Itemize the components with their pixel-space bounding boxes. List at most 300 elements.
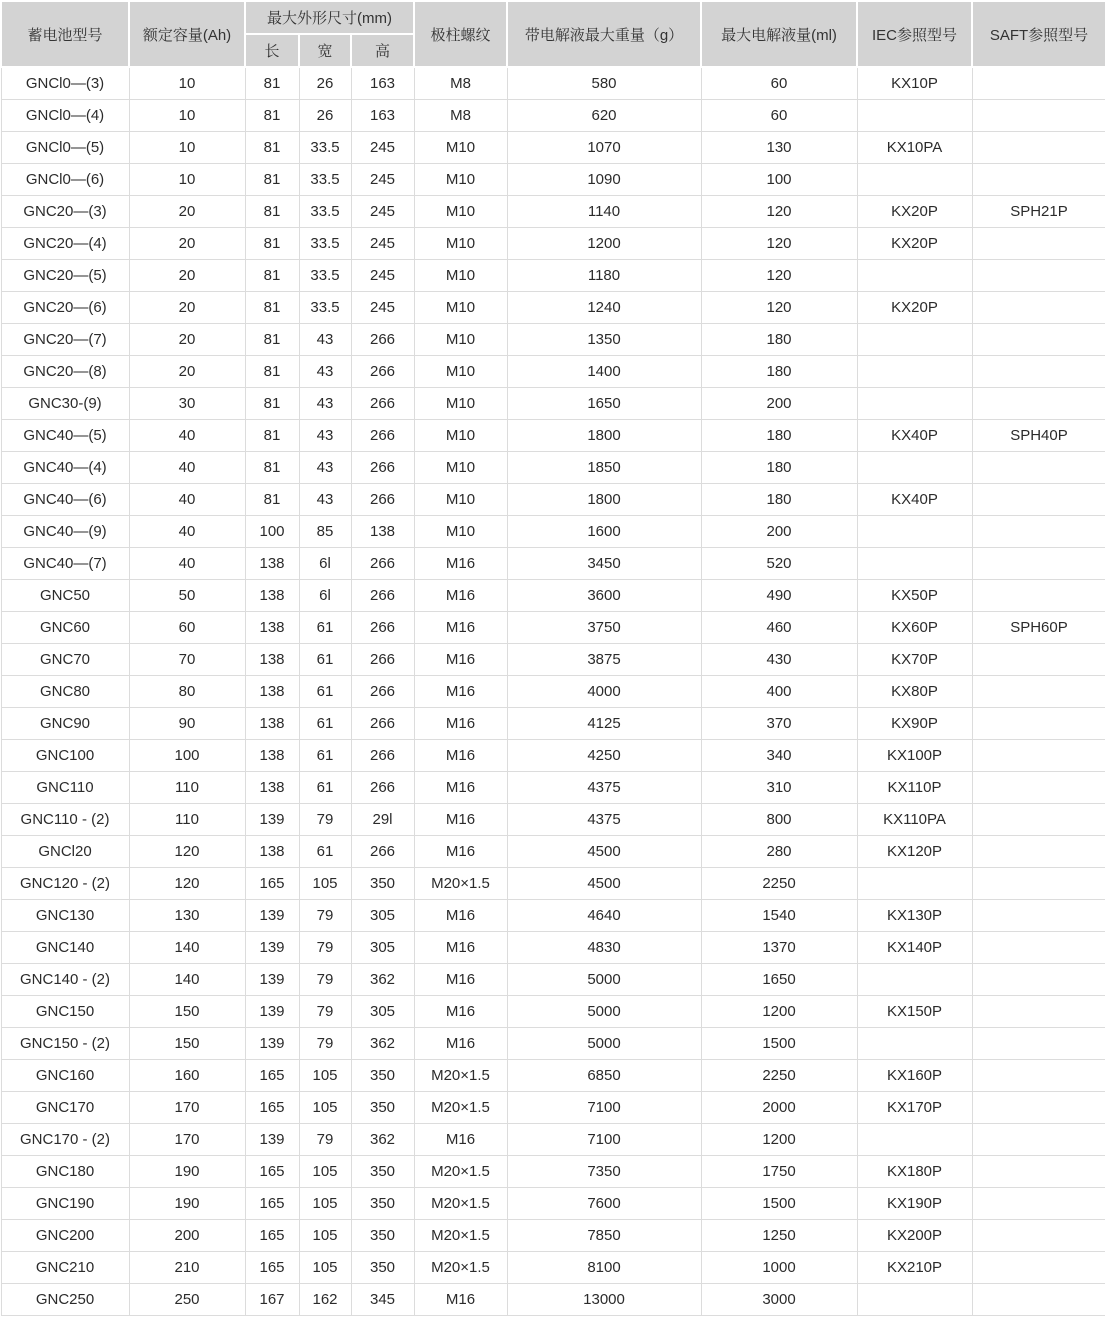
cell-thread: M16 (414, 996, 507, 1028)
cell-dim-height: 266 (351, 644, 414, 676)
cell-iec (857, 964, 972, 996)
cell-thread: M8 (414, 67, 507, 100)
cell-saft (972, 580, 1105, 612)
cell-dim-height: 266 (351, 836, 414, 868)
table-row (1, 900, 1105, 932)
cell-dim-width: 43 (299, 388, 351, 420)
table-row (1, 388, 1105, 420)
cell-model: GNC200 (1, 1220, 129, 1252)
cell-thread: M10 (414, 324, 507, 356)
cell-dim-width: 105 (299, 1092, 351, 1124)
cell-dim-height: 29l (351, 804, 414, 836)
cell-thread: M16 (414, 644, 507, 676)
cell-thread: M16 (414, 1284, 507, 1316)
table-row (1, 452, 1105, 484)
cell-saft: SPH21P (972, 196, 1105, 228)
cell-capacity: 10 (129, 100, 245, 132)
cell-saft (972, 804, 1105, 836)
cell-dim-width: 105 (299, 1060, 351, 1092)
cell-iec (857, 100, 972, 132)
cell-thread: M20×1.5 (414, 868, 507, 900)
cell-dim-height: 362 (351, 964, 414, 996)
table-row (1, 772, 1105, 804)
cell-capacity: 200 (129, 1220, 245, 1252)
cell-electrolyte: 1250 (701, 1220, 857, 1252)
cell-dim-length: 139 (245, 900, 299, 932)
table-row (1, 1028, 1105, 1060)
table-row (1, 164, 1105, 196)
cell-dim-length: 81 (245, 260, 299, 292)
table-row (1, 1284, 1105, 1316)
table-row (1, 100, 1105, 132)
cell-electrolyte: 130 (701, 132, 857, 164)
cell-dim-width: 43 (299, 324, 351, 356)
cell-saft (972, 100, 1105, 132)
cell-capacity: 30 (129, 388, 245, 420)
cell-iec: KX20P (857, 228, 972, 260)
cell-weight: 3450 (507, 548, 701, 580)
cell-model: GNC20—(5) (1, 260, 129, 292)
cell-dim-length: 165 (245, 1156, 299, 1188)
cell-iec (857, 516, 972, 548)
header-dim-height: 高 (351, 34, 414, 67)
cell-dim-width: 162 (299, 1284, 351, 1316)
table-row (1, 836, 1105, 868)
cell-thread: M16 (414, 772, 507, 804)
cell-saft (972, 1220, 1105, 1252)
cell-weight: 5000 (507, 1028, 701, 1060)
cell-saft (972, 548, 1105, 580)
cell-saft (972, 1156, 1105, 1188)
cell-capacity: 120 (129, 836, 245, 868)
cell-dim-length: 165 (245, 1188, 299, 1220)
cell-dim-length: 139 (245, 1124, 299, 1156)
cell-dim-length: 139 (245, 996, 299, 1028)
cell-capacity: 190 (129, 1156, 245, 1188)
cell-capacity: 110 (129, 772, 245, 804)
cell-capacity: 170 (129, 1092, 245, 1124)
cell-dim-length: 81 (245, 484, 299, 516)
cell-weight: 7100 (507, 1092, 701, 1124)
cell-saft (972, 900, 1105, 932)
cell-weight: 4000 (507, 676, 701, 708)
header-capacity: 额定容量(Ah) (129, 1, 245, 67)
cell-dim-height: 266 (351, 420, 414, 452)
cell-capacity: 90 (129, 708, 245, 740)
cell-model: GNC20—(8) (1, 356, 129, 388)
cell-model: GNC180 (1, 1156, 129, 1188)
header-iec: IEC参照型号 (857, 1, 972, 67)
cell-dim-width: 79 (299, 1124, 351, 1156)
cell-dim-length: 138 (245, 676, 299, 708)
cell-thread: M16 (414, 964, 507, 996)
cell-saft (972, 1188, 1105, 1220)
cell-capacity: 20 (129, 196, 245, 228)
cell-capacity: 10 (129, 67, 245, 100)
cell-electrolyte: 120 (701, 228, 857, 260)
cell-dim-height: 245 (351, 228, 414, 260)
cell-model: GNCl0—(6) (1, 164, 129, 196)
cell-thread: M16 (414, 900, 507, 932)
cell-capacity: 10 (129, 132, 245, 164)
cell-saft (972, 516, 1105, 548)
cell-iec: KX150P (857, 996, 972, 1028)
cell-capacity: 250 (129, 1284, 245, 1316)
cell-model: GNC20—(3) (1, 196, 129, 228)
cell-dim-height: 266 (351, 772, 414, 804)
table-row (1, 132, 1105, 164)
cell-iec: KX110PA (857, 804, 972, 836)
cell-thread: M10 (414, 420, 507, 452)
cell-thread: M16 (414, 580, 507, 612)
cell-dim-length: 81 (245, 100, 299, 132)
cell-dim-height: 266 (351, 612, 414, 644)
header-dimensions-group: 最大外形尺寸(mm) (245, 1, 414, 34)
cell-dim-height: 266 (351, 676, 414, 708)
table-row (1, 1220, 1105, 1252)
cell-dim-length: 81 (245, 228, 299, 260)
cell-electrolyte: 1370 (701, 932, 857, 964)
cell-dim-length: 138 (245, 708, 299, 740)
cell-model: GNC40—(6) (1, 484, 129, 516)
cell-weight: 1240 (507, 292, 701, 324)
cell-weight: 1350 (507, 324, 701, 356)
cell-thread: M16 (414, 676, 507, 708)
cell-dim-length: 81 (245, 164, 299, 196)
cell-thread: M20×1.5 (414, 1252, 507, 1284)
cell-dim-width: 43 (299, 484, 351, 516)
cell-saft (972, 1060, 1105, 1092)
cell-dim-length: 81 (245, 67, 299, 100)
cell-capacity: 20 (129, 260, 245, 292)
cell-iec (857, 548, 972, 580)
cell-saft: SPH40P (972, 420, 1105, 452)
cell-dim-width: 61 (299, 676, 351, 708)
cell-thread: M16 (414, 932, 507, 964)
cell-electrolyte: 800 (701, 804, 857, 836)
table-row (1, 1092, 1105, 1124)
table-row (1, 932, 1105, 964)
cell-capacity: 40 (129, 452, 245, 484)
cell-electrolyte: 200 (701, 516, 857, 548)
cell-thread: M10 (414, 164, 507, 196)
cell-dim-height: 362 (351, 1028, 414, 1060)
cell-dim-width: 105 (299, 1220, 351, 1252)
cell-dim-width: 43 (299, 420, 351, 452)
cell-weight: 7100 (507, 1124, 701, 1156)
cell-dim-width: 6l (299, 580, 351, 612)
cell-model: GNC120 - (2) (1, 868, 129, 900)
cell-thread: M16 (414, 836, 507, 868)
cell-electrolyte: 1540 (701, 900, 857, 932)
cell-iec: KX70P (857, 644, 972, 676)
cell-dim-length: 139 (245, 1028, 299, 1060)
cell-iec: KX20P (857, 292, 972, 324)
table-row (1, 1156, 1105, 1188)
cell-saft (972, 1252, 1105, 1284)
cell-iec: KX200P (857, 1220, 972, 1252)
cell-electrolyte: 1200 (701, 996, 857, 1028)
cell-dim-length: 81 (245, 356, 299, 388)
table-row (1, 996, 1105, 1028)
cell-dim-length: 138 (245, 740, 299, 772)
table-row (1, 708, 1105, 740)
table-row (1, 324, 1105, 356)
cell-capacity: 140 (129, 932, 245, 964)
cell-dim-height: 245 (351, 196, 414, 228)
cell-saft (972, 676, 1105, 708)
cell-dim-height: 266 (351, 708, 414, 740)
cell-iec: KX120P (857, 836, 972, 868)
cell-weight: 13000 (507, 1284, 701, 1316)
cell-dim-width: 43 (299, 356, 351, 388)
cell-capacity: 20 (129, 324, 245, 356)
cell-weight: 4500 (507, 836, 701, 868)
header-saft: SAFT参照型号 (972, 1, 1105, 67)
table-row (1, 644, 1105, 676)
cell-dim-width: 105 (299, 868, 351, 900)
table-row (1, 868, 1105, 900)
cell-model: GNC210 (1, 1252, 129, 1284)
cell-dim-length: 165 (245, 1092, 299, 1124)
cell-dim-height: 350 (351, 1188, 414, 1220)
cell-thread: M10 (414, 484, 507, 516)
cell-dim-height: 266 (351, 548, 414, 580)
cell-thread: M10 (414, 516, 507, 548)
cell-iec: KX50P (857, 580, 972, 612)
cell-model: GNCl0—(3) (1, 67, 129, 100)
cell-weight: 3600 (507, 580, 701, 612)
cell-thread: M10 (414, 292, 507, 324)
cell-dim-width: 79 (299, 1028, 351, 1060)
cell-thread: M20×1.5 (414, 1092, 507, 1124)
cell-iec: KX140P (857, 932, 972, 964)
cell-dim-width: 79 (299, 804, 351, 836)
cell-dim-length: 81 (245, 132, 299, 164)
cell-dim-width: 26 (299, 100, 351, 132)
cell-electrolyte: 1000 (701, 1252, 857, 1284)
table-row (1, 516, 1105, 548)
cell-electrolyte: 490 (701, 580, 857, 612)
cell-weight: 3750 (507, 612, 701, 644)
cell-thread: M16 (414, 804, 507, 836)
cell-weight: 5000 (507, 996, 701, 1028)
cell-electrolyte: 2250 (701, 868, 857, 900)
table-row (1, 612, 1105, 644)
cell-model: GNC20—(7) (1, 324, 129, 356)
cell-thread: M8 (414, 100, 507, 132)
cell-saft (972, 164, 1105, 196)
cell-dim-length: 167 (245, 1284, 299, 1316)
cell-weight: 1850 (507, 452, 701, 484)
table-row (1, 196, 1105, 228)
cell-saft (972, 996, 1105, 1028)
cell-model: GNC30-(9) (1, 388, 129, 420)
cell-weight: 7850 (507, 1220, 701, 1252)
cell-iec (857, 1124, 972, 1156)
header-weight: 带电解液最大重量（g） (507, 1, 701, 67)
cell-capacity: 20 (129, 356, 245, 388)
cell-dim-length: 81 (245, 292, 299, 324)
cell-saft (972, 1124, 1105, 1156)
cell-model: GNC60 (1, 612, 129, 644)
cell-dim-length: 139 (245, 964, 299, 996)
cell-dim-length: 138 (245, 772, 299, 804)
cell-capacity: 160 (129, 1060, 245, 1092)
table-row (1, 1252, 1105, 1284)
cell-capacity: 190 (129, 1188, 245, 1220)
cell-model: GNCl20 (1, 836, 129, 868)
cell-capacity: 20 (129, 228, 245, 260)
cell-electrolyte: 1650 (701, 964, 857, 996)
cell-thread: M10 (414, 388, 507, 420)
cell-weight: 1070 (507, 132, 701, 164)
cell-thread: M10 (414, 452, 507, 484)
cell-electrolyte: 460 (701, 612, 857, 644)
cell-dim-width: 26 (299, 67, 351, 100)
cell-iec: KX40P (857, 420, 972, 452)
cell-capacity: 80 (129, 676, 245, 708)
cell-saft (972, 740, 1105, 772)
cell-saft (972, 292, 1105, 324)
cell-weight: 3875 (507, 644, 701, 676)
cell-dim-width: 33.5 (299, 228, 351, 260)
cell-electrolyte: 180 (701, 484, 857, 516)
cell-dim-height: 350 (351, 1252, 414, 1284)
cell-dim-height: 138 (351, 516, 414, 548)
cell-iec: KX170P (857, 1092, 972, 1124)
cell-dim-width: 33.5 (299, 292, 351, 324)
cell-dim-length: 138 (245, 836, 299, 868)
cell-weight: 4125 (507, 708, 701, 740)
cell-dim-length: 138 (245, 612, 299, 644)
header-dim-length: 长 (245, 34, 299, 67)
cell-weight: 1800 (507, 420, 701, 452)
cell-weight: 7600 (507, 1188, 701, 1220)
cell-thread: M10 (414, 196, 507, 228)
cell-dim-height: 266 (351, 580, 414, 612)
cell-iec (857, 1028, 972, 1060)
table-row (1, 420, 1105, 452)
cell-dim-length: 81 (245, 420, 299, 452)
cell-weight: 5000 (507, 964, 701, 996)
cell-thread: M16 (414, 1124, 507, 1156)
cell-iec: KX190P (857, 1188, 972, 1220)
cell-iec (857, 260, 972, 292)
cell-model: GNC250 (1, 1284, 129, 1316)
cell-dim-width: 105 (299, 1156, 351, 1188)
cell-iec: KX40P (857, 484, 972, 516)
cell-capacity: 130 (129, 900, 245, 932)
cell-model: GNC20—(6) (1, 292, 129, 324)
table-row (1, 292, 1105, 324)
cell-dim-width: 33.5 (299, 260, 351, 292)
cell-electrolyte: 180 (701, 420, 857, 452)
cell-weight: 4640 (507, 900, 701, 932)
cell-model: GNC150 (1, 996, 129, 1028)
cell-iec: KX80P (857, 676, 972, 708)
cell-capacity: 140 (129, 964, 245, 996)
cell-dim-length: 81 (245, 324, 299, 356)
cell-model: GNC190 (1, 1188, 129, 1220)
cell-electrolyte: 1500 (701, 1188, 857, 1220)
cell-iec: KX90P (857, 708, 972, 740)
cell-weight: 4830 (507, 932, 701, 964)
table-row (1, 548, 1105, 580)
cell-dim-width: 61 (299, 708, 351, 740)
cell-iec: KX10PA (857, 132, 972, 164)
cell-saft (972, 1092, 1105, 1124)
table-row (1, 1060, 1105, 1092)
cell-thread: M20×1.5 (414, 1156, 507, 1188)
cell-model: GNC20—(4) (1, 228, 129, 260)
cell-dim-height: 345 (351, 1284, 414, 1316)
cell-dim-width: 33.5 (299, 164, 351, 196)
cell-electrolyte: 430 (701, 644, 857, 676)
cell-dim-height: 350 (351, 1156, 414, 1188)
cell-thread: M10 (414, 132, 507, 164)
cell-dim-length: 165 (245, 1060, 299, 1092)
table-header (1, 1, 1105, 67)
cell-model: GNC140 (1, 932, 129, 964)
cell-dim-length: 100 (245, 516, 299, 548)
cell-dim-height: 266 (351, 740, 414, 772)
table-row (1, 1188, 1105, 1220)
cell-model: GNC150 - (2) (1, 1028, 129, 1060)
cell-model: GNC140 - (2) (1, 964, 129, 996)
cell-saft (972, 356, 1105, 388)
cell-capacity: 10 (129, 164, 245, 196)
table-row (1, 676, 1105, 708)
cell-dim-height: 266 (351, 356, 414, 388)
cell-saft (972, 484, 1105, 516)
cell-dim-height: 305 (351, 932, 414, 964)
cell-model: GNC40—(5) (1, 420, 129, 452)
cell-model: GNCl0—(4) (1, 100, 129, 132)
cell-electrolyte: 2250 (701, 1060, 857, 1092)
cell-dim-height: 350 (351, 1060, 414, 1092)
cell-dim-width: 85 (299, 516, 351, 548)
cell-electrolyte: 370 (701, 708, 857, 740)
table-row (1, 228, 1105, 260)
cell-saft (972, 772, 1105, 804)
cell-saft (972, 708, 1105, 740)
cell-capacity: 60 (129, 612, 245, 644)
cell-weight: 8100 (507, 1252, 701, 1284)
cell-electrolyte: 1500 (701, 1028, 857, 1060)
table-row (1, 740, 1105, 772)
cell-weight: 1800 (507, 484, 701, 516)
cell-weight: 620 (507, 100, 701, 132)
cell-iec: KX210P (857, 1252, 972, 1284)
cell-capacity: 150 (129, 1028, 245, 1060)
cell-thread: M16 (414, 612, 507, 644)
cell-saft (972, 388, 1105, 420)
table-row (1, 804, 1105, 836)
cell-dim-width: 33.5 (299, 196, 351, 228)
cell-dim-height: 266 (351, 484, 414, 516)
cell-thread: M16 (414, 708, 507, 740)
cell-model: GNC130 (1, 900, 129, 932)
cell-dim-width: 33.5 (299, 132, 351, 164)
cell-dim-height: 350 (351, 1220, 414, 1252)
cell-dim-height: 245 (351, 132, 414, 164)
cell-dim-height: 245 (351, 292, 414, 324)
cell-iec: KX130P (857, 900, 972, 932)
cell-saft (972, 228, 1105, 260)
cell-dim-height: 163 (351, 100, 414, 132)
table-row (1, 260, 1105, 292)
